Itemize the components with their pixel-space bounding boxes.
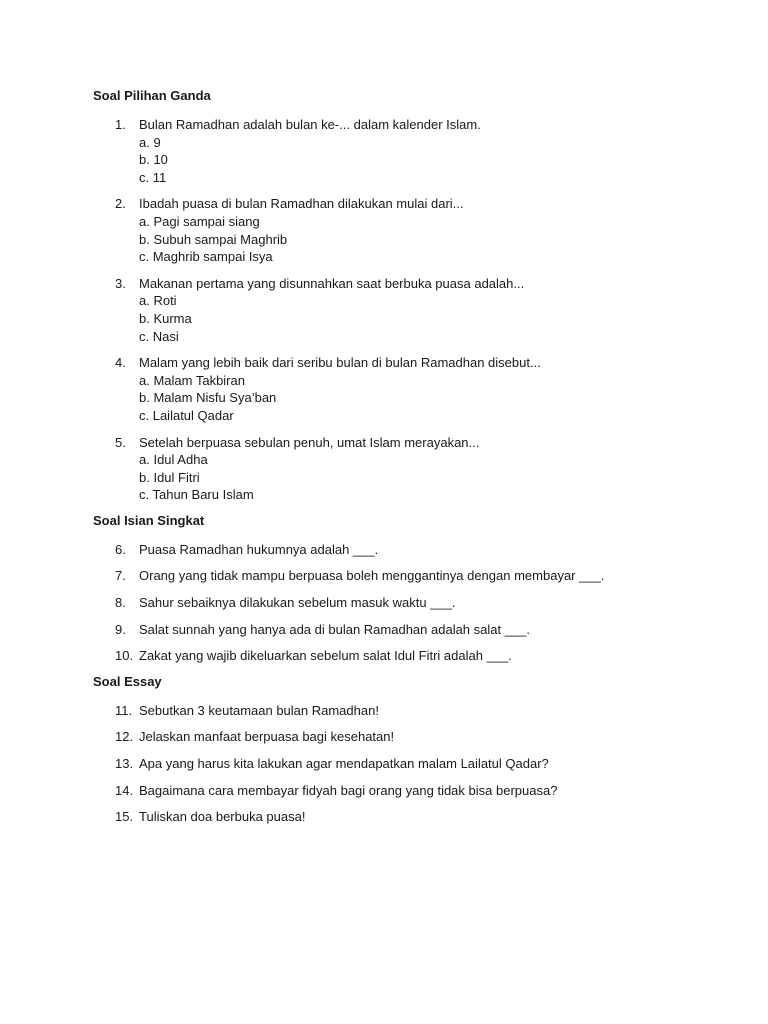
answer-option: c. Tahun Baru Islam [139,487,254,503]
question-text: Jelaskan manfaat berpuasa bagi kesehatan! [139,729,395,745]
question-number: 11. [115,702,133,718]
answer-option: a. Idul Adha [139,452,208,468]
question-number: 1. [115,117,126,132]
answer-option: b. Malam Nisfu Sya’ban [139,390,277,406]
section-multiple-choice [93,88,768,504]
answer-option: c. 11 [139,169,167,185]
question-number: 9. [115,621,126,637]
question-item [93,541,768,559]
section-title: Soal Pilihan Ganda [93,88,211,103]
question-number: 14. [115,782,134,798]
question-text: Salat sunnah yang hanya ada di bulan Ramadhan adalah salat ___. [139,621,531,637]
answer-option: b. Kurma [139,310,192,326]
question-item [93,567,768,585]
question-item [93,755,768,773]
question-item [93,647,768,665]
question-text: Bagaimana cara membayar fidyah bagi orang yang tidak bisa berpuasa? [139,782,558,798]
question-list [93,541,768,665]
question-number: 10. [115,648,134,664]
question-text: Zakat yang wajib dikeluarkan sebelum salat Idul Fitri adalah ___. [139,648,512,664]
question-item [93,808,768,826]
question-text: Malam yang lebih baik dari seribu bulan di bulan Ramadhan disebut... [139,355,541,371]
question-number: 4. [115,355,126,371]
question-item [93,594,768,612]
question-list [93,702,768,826]
question-number: 13. [115,756,134,772]
question-text: Tuliskan doa berbuka puasa! [139,809,306,825]
question-text: Bulan Ramadhan adalah bulan ke-... dalam kalender Islam. [139,117,481,132]
answer-option: a. 9 [139,134,161,150]
question-item [93,354,768,424]
question-item [93,195,768,265]
answer-option: b. 10 [139,152,168,168]
question-text: Orang yang tidak mampu berpuasa boleh menggantinya dengan membayar ___. [139,568,605,584]
section-short-answer [93,513,768,665]
question-number: 2. [115,196,126,212]
answer-option: c. Nasi [139,328,179,344]
answer-option: b. Idul Fitri [139,469,200,485]
answer-option: c. Maghrib sampai Isya [139,249,273,265]
question-text: Sahur sebaiknya dilakukan sebelum masuk waktu ___. [139,595,456,611]
question-item [93,116,768,186]
question-number: 7. [115,568,126,584]
question-item [93,275,768,345]
question-text: Makanan pertama yang disunnahkan saat berbuka puasa adalah... [139,275,525,291]
section-title: Soal Essay [93,673,162,689]
question-number: 5. [115,434,126,450]
answer-option: a. Roti [139,293,177,309]
question-list [93,116,768,504]
question-item [93,728,768,746]
question-text: Setelah berpuasa sebulan penuh, umat Islam merayakan... [139,434,480,450]
question-number: 12. [115,729,134,745]
answer-option: c. Lailatul Qadar [139,407,234,423]
question-number: 15. [115,809,134,825]
question-item [93,434,768,504]
question-text: Sebutkan 3 keutamaan bulan Ramadhan! [139,702,379,718]
question-item [93,782,768,800]
section-title: Soal Isian Singkat [93,512,205,528]
question-text: Ibadah puasa di bulan Ramadhan dilakukan mulai dari... [139,196,464,212]
question-text: Apa yang harus kita lakukan agar mendapatkan malam Lailatul Qadar? [139,756,549,772]
answer-option: b. Subuh sampai Maghrib [139,231,288,247]
question-text: Puasa Ramadhan hukumnya adalah ___. [139,541,379,557]
question-number: 3. [115,275,126,291]
question-item [93,621,768,639]
question-item [93,702,768,720]
answer-option: a. Pagi sampai siang [139,213,260,229]
question-number: 6. [115,541,126,557]
question-number: 8. [115,595,126,611]
section-essay [93,674,768,826]
answer-option: a. Malam Takbiran [139,372,245,388]
